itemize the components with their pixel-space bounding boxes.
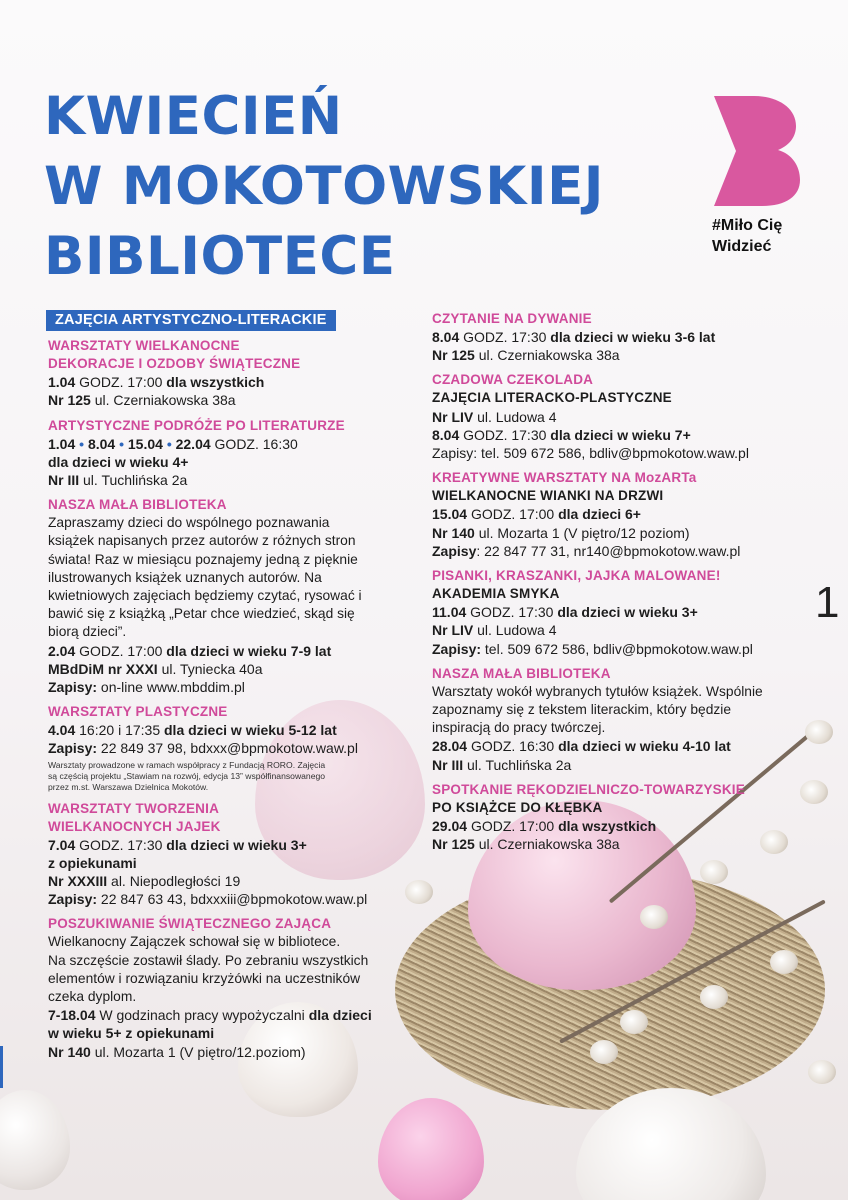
- registration-email[interactable]: 22 847 63 43, bdxxxiii@bpmokotow.waw.pl: [100, 891, 368, 908]
- event-czytanie-na-dywanie: CZYTANIE NA DYWANIE 8.04 GODZ. 17:30 dla dzieci w wieku 3-6 lat Nr 125 ul. Czerniakowska 38a: [432, 311, 716, 364]
- sponsor-note: Warsztaty prowadzone w ramach współpracy z Fundacją RORO. Zajęcia są częścią projektu „Stawiam na rozwój, edycja 13” współfinansowanego przez m.st. Warszawa Dzielnica Mokotów.: [48, 759, 326, 792]
- registration-email[interactable]: : 22 847 77 31, nr140@bpmokotow.waw.pl: [476, 542, 741, 559]
- right-column: [432, 310, 812, 860]
- event-spotkanie-rekodzielnicze: SPOTKANIE RĘKODZIELNICZO-TOWARZYSKIE PO KSIĄŻCE DO KŁĘBKA 29.04 GODZ. 17:00 dla wszystkich Nr 125 ul. Czerniakowska 38a: [432, 781, 745, 853]
- edge-accent: [0, 1046, 3, 1088]
- registration-email[interactable]: 22 849 37 98, bdxxx@bpmokotow.waw.pl: [100, 740, 358, 757]
- title-line-1: KWIECIEŃ: [44, 86, 343, 147]
- event-tworzenie-jajek: WARSZTATY TWORZENIA WIELKANOCNYCH JAJEK 7.04 GODZ. 17:30 dla dzieci w wieku 3+ z opiekunami Nr XXXIII al. Niepodległości 19 Zapisy: 22 847 63 43, bdxxxiii@bpmokotow.waw.pl: [48, 800, 368, 908]
- event-poszukiwanie-zajaca: POSZUKIWANIE ŚWIĄTECZNEGO ZAJĄCA Wielkanocny Zajączek schował się w bibliotece. Na szczęście zostawił ślady. Po zebraniu wszystkich elementów i rozwiązaniu krzyżówki na uczestników czeka dyplom. 7-18.04 W godzinach pracy wypożyczalni dla dzieci w wieku 5+ z opiekunami Nr 140 ul. Mozarta 1 (V piętro/12.poziom): [48, 916, 372, 1060]
- event-artystyczne-podroze: ARTYSTYCZNE PODRÓŻE PO LITERATURZE 1.04 • 8.04 • 15.04 • 22.04 GODZ. 16:30 dla dzieci w wieku 4+ Nr III ul. Tuchlińska 2a: [48, 417, 345, 489]
- event-nasza-mala-biblioteka: NASZA MAŁA BIBLIOTEKA Zapraszamy dzieci do wspólnego poznawania książek napisanych przez autorów z różnych stron świata! Raz w miesiącu poznajemy jedną z pięknie ilustrowanych książek uznanych autorów. Na kwietniowych zajęciach będziemy czytać, rysować i bawić się z książką „Petar chce wiedzieć, skąd się biorą dzieci”. 2.04 GODZ. 17:00 dla dzieci w wieku 7-9 lat MBdDiM nr XXXI ul. Tyniecka 40a Zapisy: on-line www.mbddim.pl: [48, 497, 362, 696]
- title-line-3: BIBLIOTECE: [44, 226, 396, 287]
- event-nasza-mala-biblioteka-2: NASZA MAŁA BIBLIOTEKA Warsztaty wokół wybranych tytułów książek. Wspólnie zapoznamy się z tekstem literackim, który będzie inspiracją do pracy twórczej. 28.04 GODZ. 16:30 dla dzieci w wieku 4-10 lat Nr III ul. Tuchlińska 2a: [432, 665, 763, 773]
- registration-link[interactable]: on-line www.mbddim.pl: [100, 679, 245, 696]
- page-title: [44, 82, 684, 292]
- event-warsztaty-wielkanocne: WARSZTATY WIELKANOCNE DEKORACJE I OZDOBY ŚWIĄTECZNE 1.04 GODZ. 17:00 dla wszystkich Nr 125 ul. Czerniakowska 38a: [48, 338, 301, 409]
- event-czadowa-czekolada: CZADOWA CZEKOLADA ZAJĘCIA LITERACKO-PLASTYCZNE Nr LIV ul. Ludowa 4 8.04 GODZ. 17:30 dla dzieci w wieku 7+ Zapisy: tel. 509 672 586, bdliv@bpmokotow.waw.pl: [432, 371, 812, 462]
- registration-email[interactable]: tel. 509 672 586, bdliv@bpmokotow.waw.pl: [484, 640, 753, 657]
- event-kreatywne-warsztaty: KREATYWNE WARSZTATY NA MozARTa WIELKANOCNE WIANKI NA DRZWI 15.04 GODZ. 17:00 dla dzieci 6+ Nr 140 ul. Mozarta 1 (V piętro/12 poziom) Zapisy: 22 847 77 31, nr140@bpmokotow.waw.pl: [432, 470, 741, 559]
- event-warsztaty-plastyczne: WARSZTATY PLASTYCZNE 4.04 16:20 i 17:35 dla dzieci w wieku 5-12 lat Zapisy: 22 849 37 98, bdxxx@bpmokotow.waw.pl Warsztaty prowadzone w ramach współpracy z Fundacją RORO. Zajęcia są częścią projektu „Stawiam na rozwój, edycja 13” współfinansowanego przez m.st. Warszawa Dzielnica Mokotów.: [48, 703, 416, 792]
- registration-email[interactable]: Zapisy: tel. 509 672 586, bdliv@bpmokotow.waw.pl: [432, 445, 749, 462]
- hashtag: #Miło Cię Widzieć: [712, 217, 783, 255]
- title-line-2: W MOKOTOWSKIEJ: [44, 156, 605, 217]
- category-header: ZAJĘCIA ARTYSTYCZNO-LITERACKIE: [46, 310, 336, 331]
- event-pisanki-kraszanki: PISANKI, KRASZANKI, JAJKA MALOWANE! AKADEMIA SMYKA 11.04 GODZ. 17:30 dla dzieci w wieku 3+ Nr LIV ul. Ludowa 4 Zapisy: tel. 509 672 586, bdliv@bpmokotow.waw.pl: [432, 568, 753, 657]
- page-number: 1: [815, 578, 840, 627]
- left-column: [48, 310, 416, 1068]
- library-b-logo: [710, 92, 802, 210]
